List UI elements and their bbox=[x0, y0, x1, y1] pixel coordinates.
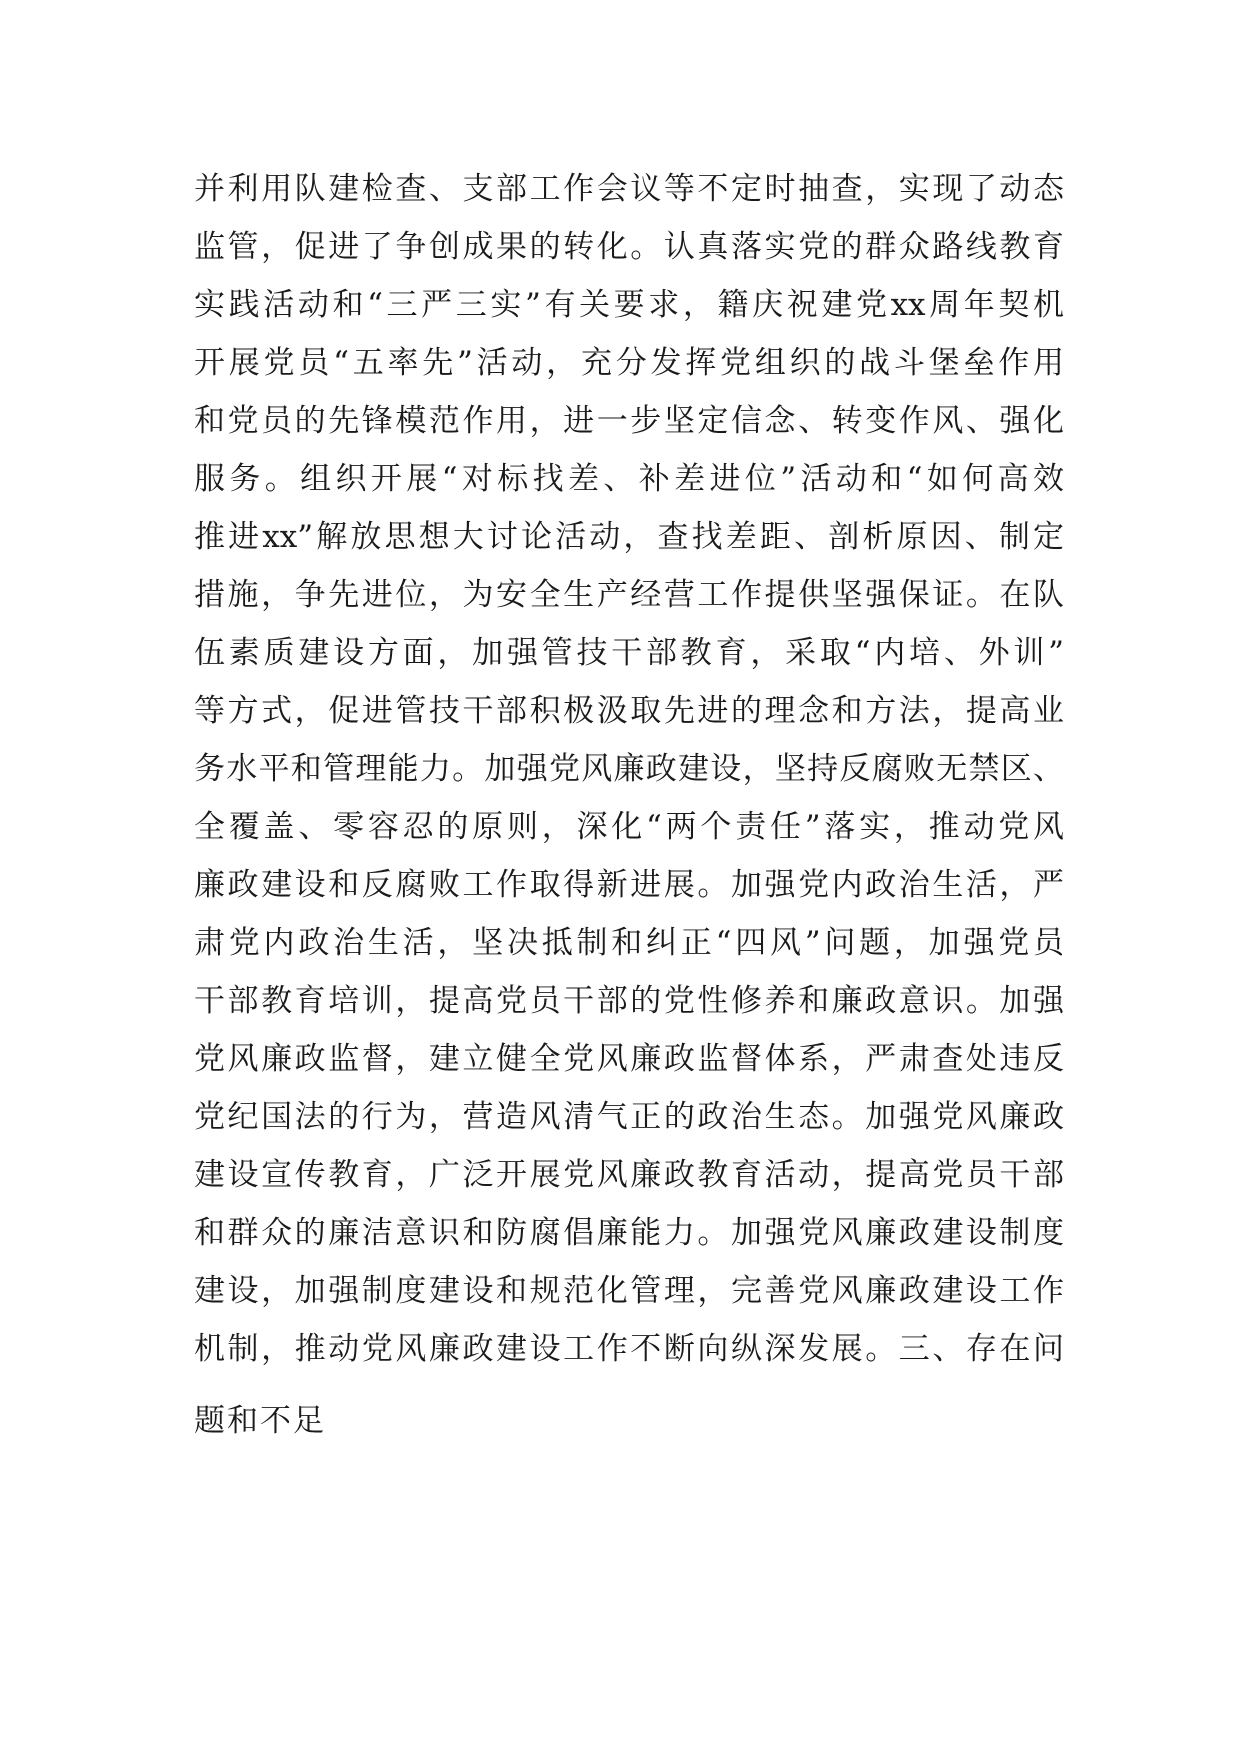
paragraph-line: 伍素质建设方面，加强管技干部教育，采取“内培、外训” bbox=[194, 635, 1064, 671]
paragraph-line: 建设，加强制度建设和规范化管理，完善党风廉政建设工作 bbox=[194, 1273, 1064, 1309]
paragraph-line: 全覆盖、零容忍的原则，深化“两个责任”落实，推动党风 bbox=[194, 809, 1064, 845]
paragraph-line: 服务。组织开展“对标找差、补差进位”活动和“如何高效 bbox=[194, 461, 1064, 497]
paragraph-line: 推进xx”解放思想大讨论活动，查找差距、剖析原因、制定 bbox=[194, 519, 1064, 555]
paragraph-line: 开展党员“五率先”活动，充分发挥党组织的战斗堡垒作用 bbox=[194, 345, 1064, 381]
paragraph-line: 机制，推动党风廉政建设工作不断向纵深发展。三、存在问 bbox=[194, 1331, 1064, 1367]
paragraph-line: 题和不足 bbox=[194, 1403, 326, 1439]
paragraph-line: 建设宣传教育，广泛开展党风廉政教育活动，提高党员干部 bbox=[194, 1157, 1064, 1193]
body-paragraph bbox=[194, 160, 1064, 1450]
paragraph-line: 党风廉政监督，建立健全党风廉政监督体系，严肃查处违反 bbox=[194, 1041, 1064, 1077]
paragraph-line: 实践活动和“三严三实”有关要求，籍庆祝建党xx周年契机 bbox=[194, 287, 1064, 323]
paragraph-line: 措施，争先进位，为安全生产经营工作提供坚强保证。在队 bbox=[194, 577, 1064, 613]
paragraph-line: 廉政建设和反腐败工作取得新进展。加强党内政治生活，严 bbox=[194, 867, 1064, 903]
paragraph-line: 等方式，促进管技干部积极汲取先进的理念和方法，提高业 bbox=[194, 693, 1064, 729]
paragraph-line: 和群众的廉洁意识和防腐倡廉能力。加强党风廉政建设制度 bbox=[194, 1215, 1064, 1251]
paragraph-line: 监管，促进了争创成果的转化。认真落实党的群众路线教育 bbox=[194, 229, 1064, 265]
paragraph-line: 党纪国法的行为，营造风清气正的政治生态。加强党风廉政 bbox=[194, 1099, 1064, 1135]
paragraph-line: 务水平和管理能力。加强党风廉政建设，坚持反腐败无禁区、 bbox=[194, 751, 1064, 787]
paragraph-line: 并利用队建检查、支部工作会议等不定时抽查，实现了动态 bbox=[194, 171, 1064, 207]
paragraph-line: 和党员的先锋模范作用，进一步坚定信念、转变作风、强化 bbox=[194, 403, 1064, 439]
paragraph-line: 肃党内政治生活，坚决抵制和纠正“四风”问题，加强党员 bbox=[194, 925, 1064, 961]
paragraph-line: 干部教育培训，提高党员干部的党性修养和廉政意识。加强 bbox=[194, 983, 1064, 1019]
